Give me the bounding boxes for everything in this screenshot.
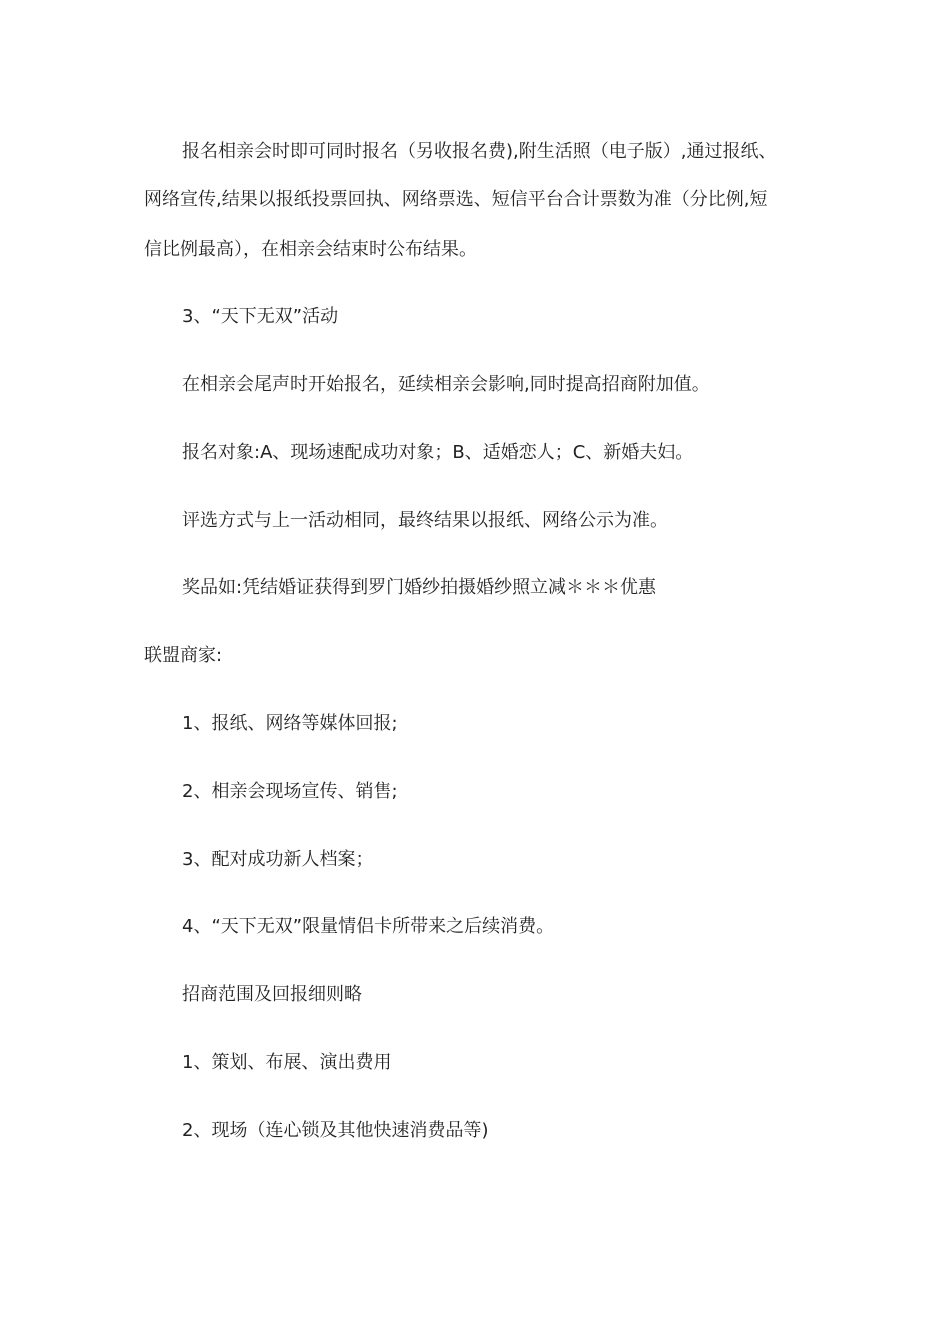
alliance-item: 4、“天下无双”限量情侣卡所带来之后续消费。	[182, 916, 555, 937]
section-3-intro: 在相亲会尾声时开始报名，延续相亲会影响,同时提高招商附加值。	[182, 374, 710, 395]
sponsorship-item: 1、策划、布展、演出费用	[182, 1052, 392, 1073]
section-3-heading: 3、“天下无双”活动	[182, 306, 339, 327]
paragraph-1-line-3: 信比例最高），在相亲会结束时公布结果。	[144, 239, 477, 260]
sponsorship-heading: 招商范围及回报细则略	[182, 984, 362, 1005]
paragraph-1-line-1: 报名相亲会时即可同时报名（另收报名费),附生活照（电子版）,通过报纸、	[182, 141, 777, 162]
alliance-item: 2、相亲会现场宣传、销售;	[182, 781, 398, 802]
alliance-item: 3、配对成功新人档案；	[182, 849, 374, 870]
section-3-prize: 奖品如:凭结婚证获得到罗门婚纱拍摄婚纱照立减＊＊＊优惠	[182, 577, 657, 598]
alliance-heading: 联盟商家:	[144, 645, 223, 666]
paragraph-1-line-2: 网络宣传,结果以报纸投票回执、网络票选、短信平台合计票数为准（分比例,短	[144, 189, 768, 210]
section-3-selection: 评选方式与上一活动相同，最终结果以报纸、网络公示为准。	[182, 510, 668, 531]
section-3-targets: 报名对象:A、现场速配成功对象；B、适婚恋人；C、新婚夫妇。	[182, 442, 694, 463]
alliance-item: 1、报纸、网络等媒体回报;	[182, 713, 398, 734]
sponsorship-item: 2、现场（连心锁及其他快速消费品等)	[182, 1120, 489, 1141]
